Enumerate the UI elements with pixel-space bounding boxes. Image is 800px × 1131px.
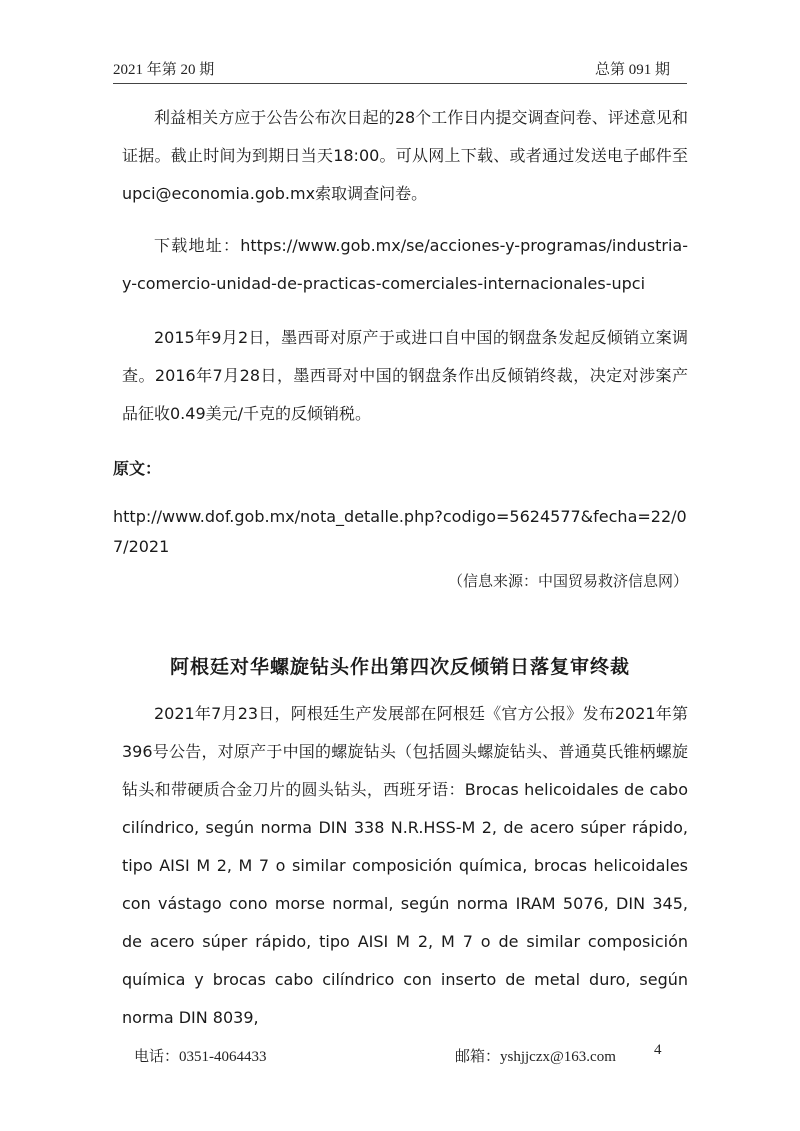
article2-para1-block: [122, 695, 688, 1037]
footer-email: 邮箱：yshjjczx@163.com: [455, 1049, 616, 1065]
source-note: （信息来源：中国贸易救济信息网）: [447, 574, 688, 590]
header-rule: [113, 83, 687, 84]
article1-para3-block: [122, 319, 688, 433]
original-label: 原文：: [113, 459, 162, 478]
article2-para1: 2021年7月23日，阿根廷生产发展部在阿根廷《官方公报》发布2021年第396号公告，对原产于中国的螺旋钻头（包括圆头螺旋钻头、普通莫氏锥柄螺旋钻头和带硬质合金刀片的圆头钻头，西班牙语：Brocas helicoidales de cabo cilíndrico, según norma DIN 338 N.R.HSS-M 2, de acero súper rápido, tipo AISI M 2, M 7 o similar composición química, brocas helicoidales con vástago cono morse normal, según norma IRAM 5076, DIN 345, de acero súper rápido, tipo AISI M 2, M 7 o de similar composición química y brocas cabo cilíndrico con inserto de metal duro, según norma DIN 8039,: [122, 704, 688, 1027]
footer-tel: 电话：0351-4064433: [134, 1049, 267, 1065]
issue-label: 2021 年第 20 期: [113, 62, 215, 78]
article1-para1-block: [122, 99, 688, 213]
article1-para1: 利益相关方应于公告公布次日起的28个工作日内提交调查问卷、评述意见和证据。截止时间为到期日当天18:00。可从网上下载、或者通过发送电子邮件至upci@economia.gob.mx索取调查问卷。: [122, 108, 688, 203]
article1-download-paragraph: 下载地址：https://www.gob.mx/se/acciones-y-programas/industria-y-comercio-unidad-de-practicas-comerciales-internacionales-upci: [122, 236, 688, 293]
original-url-link[interactable]: http://www.dof.gob.mx/nota_detalle.php?codigo=5624577&fecha=22/07/2021: [113, 507, 687, 556]
article1-para3: 2015年9月2日，墨西哥对原产于或进口自中国的钢盘条发起反倾销立案调查。2016年7月28日，墨西哥对中国的钢盘条作出反倾销终裁，决定对涉案产品征收0.49美元/千克的反倾销税。: [122, 328, 688, 423]
article1-para2-block: [122, 227, 688, 303]
serial-label: 总第 091 期: [594, 62, 670, 78]
page-number: 4: [654, 1042, 662, 1058]
article2-title: 阿根廷对华螺旋钻头作出第四次反倾销日落复审终裁: [169, 656, 630, 678]
